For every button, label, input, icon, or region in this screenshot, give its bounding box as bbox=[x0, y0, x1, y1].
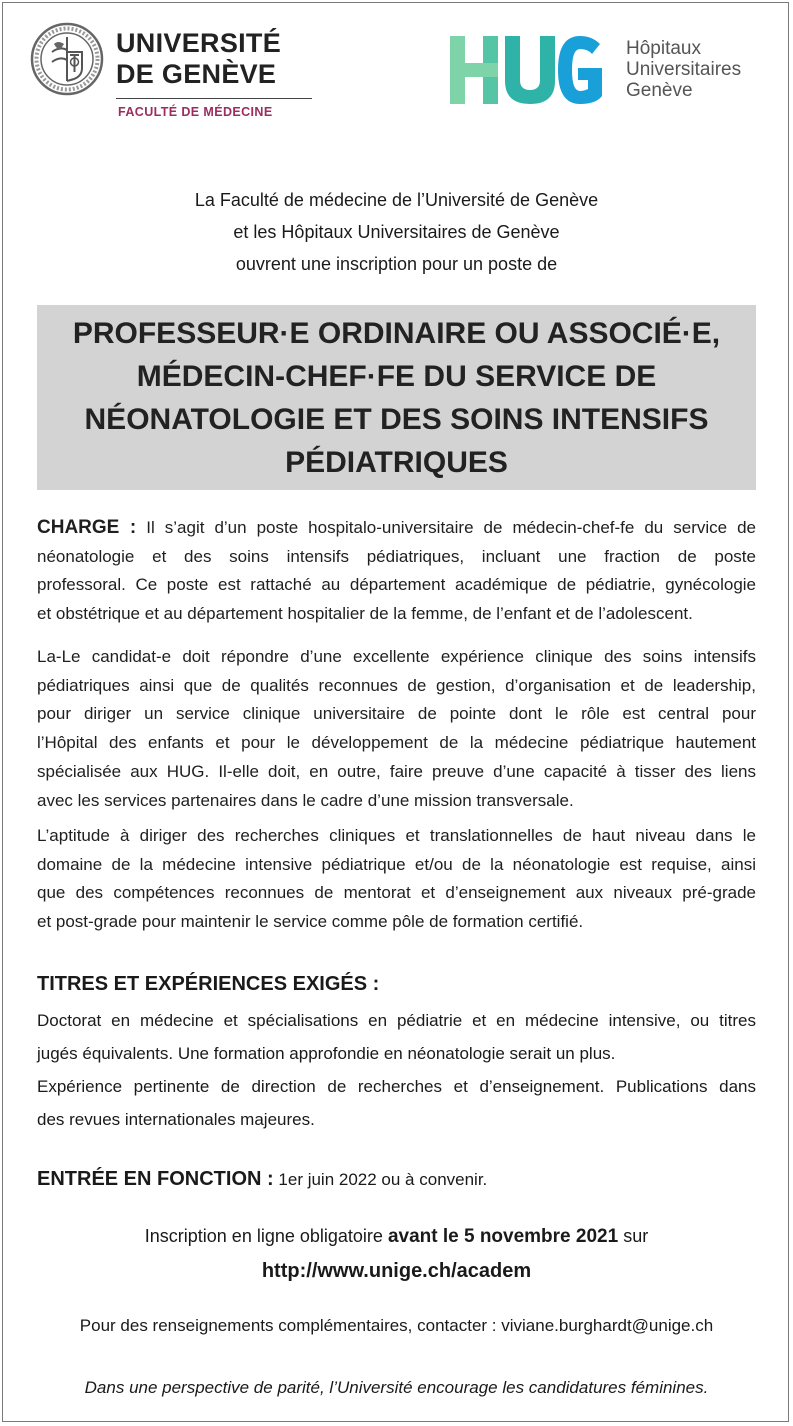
paragraph-line: pédiatriques ainsi que de qualités reconnues de gestion, d’organisation et de leadership, bbox=[37, 675, 756, 695]
paragraph-line: L’aptitude à diriger des recherches cliniques et translationnelles de haut niveau dans le bbox=[37, 826, 756, 845]
requirements-heading: TITRES ET EXPÉRIENCES EXIGÉS : bbox=[37, 973, 380, 995]
contact-info bbox=[0, 1316, 793, 1336]
intro-text bbox=[0, 184, 793, 280]
position-title-line: NÉONATOLOGIE ET DES SOINS INTENSIFS bbox=[84, 403, 709, 436]
charge-label: CHARGE : bbox=[37, 517, 137, 538]
start-date-label: ENTRÉE EN FONCTION : bbox=[37, 1168, 274, 1190]
paragraph-line: l’Hôpital des enfants et pour le développement de la médecine pédiatrique hautement bbox=[37, 733, 756, 753]
position-title bbox=[37, 305, 756, 490]
university-name-line1: UNIVERSITÉ bbox=[116, 28, 282, 58]
position-title-line: PÉDIATRIQUES bbox=[285, 446, 508, 479]
candidate-paragraph bbox=[37, 643, 756, 815]
application-url-link[interactable]: http://www.unige.ch/academ bbox=[261, 1260, 532, 1282]
requirements-line: jugés équivalents. Une formation approfondie en néonatologie serait un plus. bbox=[37, 1044, 616, 1063]
paragraph-line: et obstétrique et au département hospitalier de la femme, de l’enfant et de l’adolescent. bbox=[37, 604, 693, 624]
intro-line: et les Hôpitaux Universitaires de Genève bbox=[233, 222, 560, 242]
paragraph-line: professoral. Ce poste est rattaché au département académique de pédiatrie, gynécologie bbox=[37, 575, 756, 595]
university-name-line2: DE GENÈVE bbox=[116, 59, 277, 89]
hug-name-line3: Genève bbox=[626, 80, 693, 101]
paragraph-line: domaine de la médecine intensive pédiatrique et/ou de la néonatologie est requise, ainsi bbox=[37, 854, 756, 874]
hug-name bbox=[626, 38, 741, 101]
university-name bbox=[116, 28, 281, 90]
paragraph-line: que des compétences reconnues de mentorat et d’enseignement aux niveaux pré-grade bbox=[37, 883, 756, 903]
paragraph-line: avec les services partenaires dans le cadre d’une mission transversale. bbox=[37, 790, 574, 810]
logo-divider bbox=[116, 98, 312, 99]
start-date-value: 1er juin 2022 ou à convenir. bbox=[278, 1170, 488, 1189]
application-deadline: avant le 5 novembre 2021 bbox=[387, 1226, 619, 1247]
parity-note: Dans une perspective de parité, l’Université encourage les candidatures féminines. bbox=[84, 1378, 709, 1397]
application-line bbox=[0, 1219, 793, 1254]
application-prefix: Inscription en ligne obligatoire bbox=[144, 1226, 383, 1246]
faculty-name: FACULTÉ DE MÉDECINE bbox=[118, 105, 273, 119]
requirements-line: Expérience pertinente de direction de recherches et d’enseignement. Publications dans bbox=[37, 1077, 756, 1096]
requirements-line: Doctorat en médecine et spécialisations en pédiatrie et en médecine intensive, ou titres bbox=[37, 1011, 756, 1030]
requirements-text bbox=[37, 1004, 756, 1136]
requirements-line: des revues internationales majeures. bbox=[37, 1110, 315, 1129]
intro-line: La Faculté de médecine de l’Université de Genève bbox=[194, 190, 599, 210]
position-title-line: MÉDECIN-CHEF·FE DU SERVICE DE bbox=[136, 360, 657, 393]
charge-paragraph bbox=[37, 514, 756, 629]
hug-logo bbox=[450, 34, 770, 114]
paragraph-line: spécialisée aux HUG. Il-elle doit, en outre, faire preuve d’une capacité à tisser des liens bbox=[37, 761, 756, 781]
paragraph-line: La-Le candidat-e doit répondre d’une excellente expérience clinique des soins intensifs bbox=[37, 647, 756, 666]
start-date bbox=[37, 1168, 487, 1191]
hug-letters-logo bbox=[450, 34, 610, 106]
paragraph-line-text: Il s’agit d’un poste hospitalo-universitaire de médecin-chef-fe du service de bbox=[146, 518, 757, 537]
application-info bbox=[0, 1219, 793, 1288]
position-title-line: PROFESSEUR·E ORDINAIRE OU ASSOCIÉ·E, bbox=[72, 317, 721, 350]
intro-line: ouvrent une inscription pour un poste de bbox=[235, 254, 558, 274]
hug-name-line2: Universitaires bbox=[626, 59, 742, 80]
hug-name-line1: Hôpitaux bbox=[626, 38, 701, 59]
university-seal-icon bbox=[30, 22, 104, 96]
paragraph-line: pour diriger un service clinique universitaire de pointe dont le rôle est central pour bbox=[37, 704, 756, 724]
paragraph-line: néonatologie et des soins intensifs pédiatriques, incluant une fraction de poste bbox=[37, 546, 756, 566]
paragraph-line bbox=[37, 514, 756, 543]
paragraph-line: et post-grade pour maintenir le service comme pôle de formation certifié. bbox=[37, 912, 584, 932]
research-paragraph bbox=[37, 822, 756, 937]
application-suffix: sur bbox=[623, 1226, 649, 1246]
contact-text: Pour des renseignements complémentaires, contacter : bbox=[79, 1316, 497, 1335]
contact-email-link[interactable]: viviane.burghardt@unige.ch bbox=[501, 1316, 714, 1335]
unige-logo bbox=[30, 22, 290, 132]
